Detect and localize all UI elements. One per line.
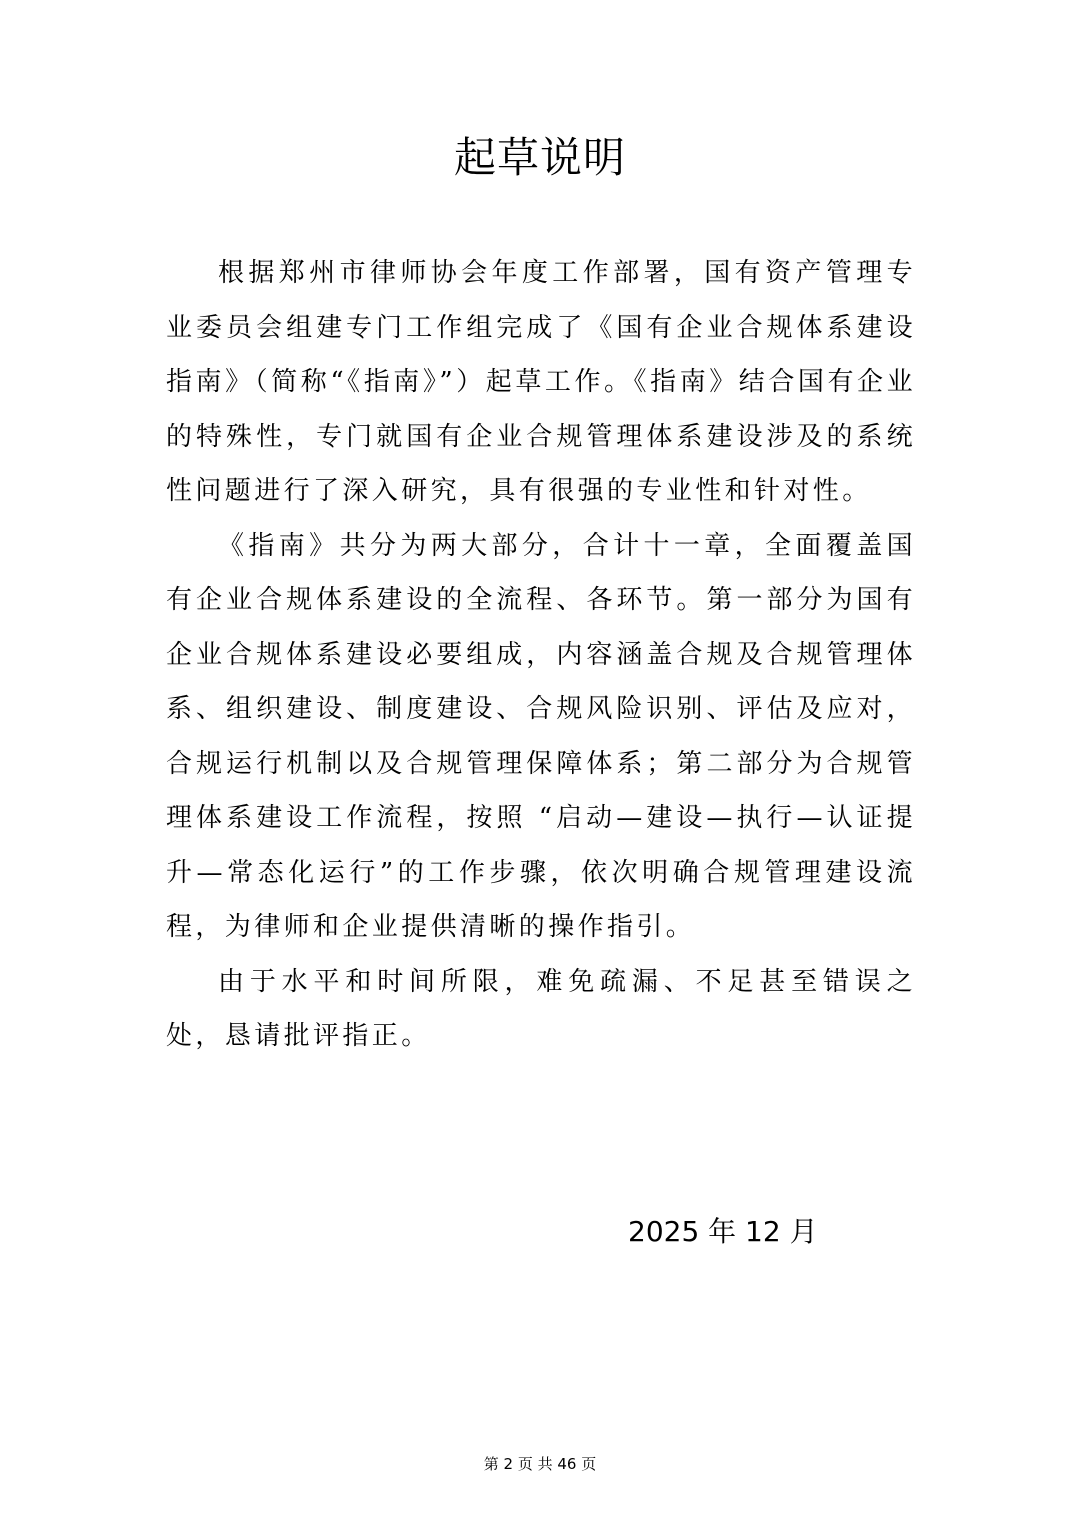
document-title: 起草说明 [453, 133, 626, 182]
document-body [166, 246, 916, 1064]
paragraph-1: 根据郑州市律师协会年度工作部署，国有资产管理专业委员会组建专门工作组完成了《国有企业合规体系建设指南》（简称“《指南》”）起草工作。《指南》结合国有企业的特殊性，专门就国有企业合规管理体系建设涉及的系统性问题进行了深入研究，具有很强的专业性和针对性。 [166, 258, 916, 506]
document-date: 2025 年 12 月 [628, 1215, 818, 1248]
paragraph-2: 《指南》共分为两大部分，合计十一章，全面覆盖国有企业合规体系建设的全流程、各环节。第一部分为国有企业合规体系建设必要组成，内容涵盖合规及合规管理体系、组织建设、制度建设、合规风险识别、评估及应对，合规运行机制以及合规管理保障体系；第二部分为合规管理体系建设工作流程，按照 “启动—建设—执行—认证提升—常态化运行”的工作步骤，依次明确合规管理建设流程，为律师和企业提供清晰的操作指引。 [166, 530, 916, 942]
paragraph-3: 由于水平和时间所限，难免疏漏、不足甚至错误之处，恳请批评指正。 [166, 966, 916, 1051]
page-footer: 第 2 页 共 46 页 [483, 1455, 597, 1473]
